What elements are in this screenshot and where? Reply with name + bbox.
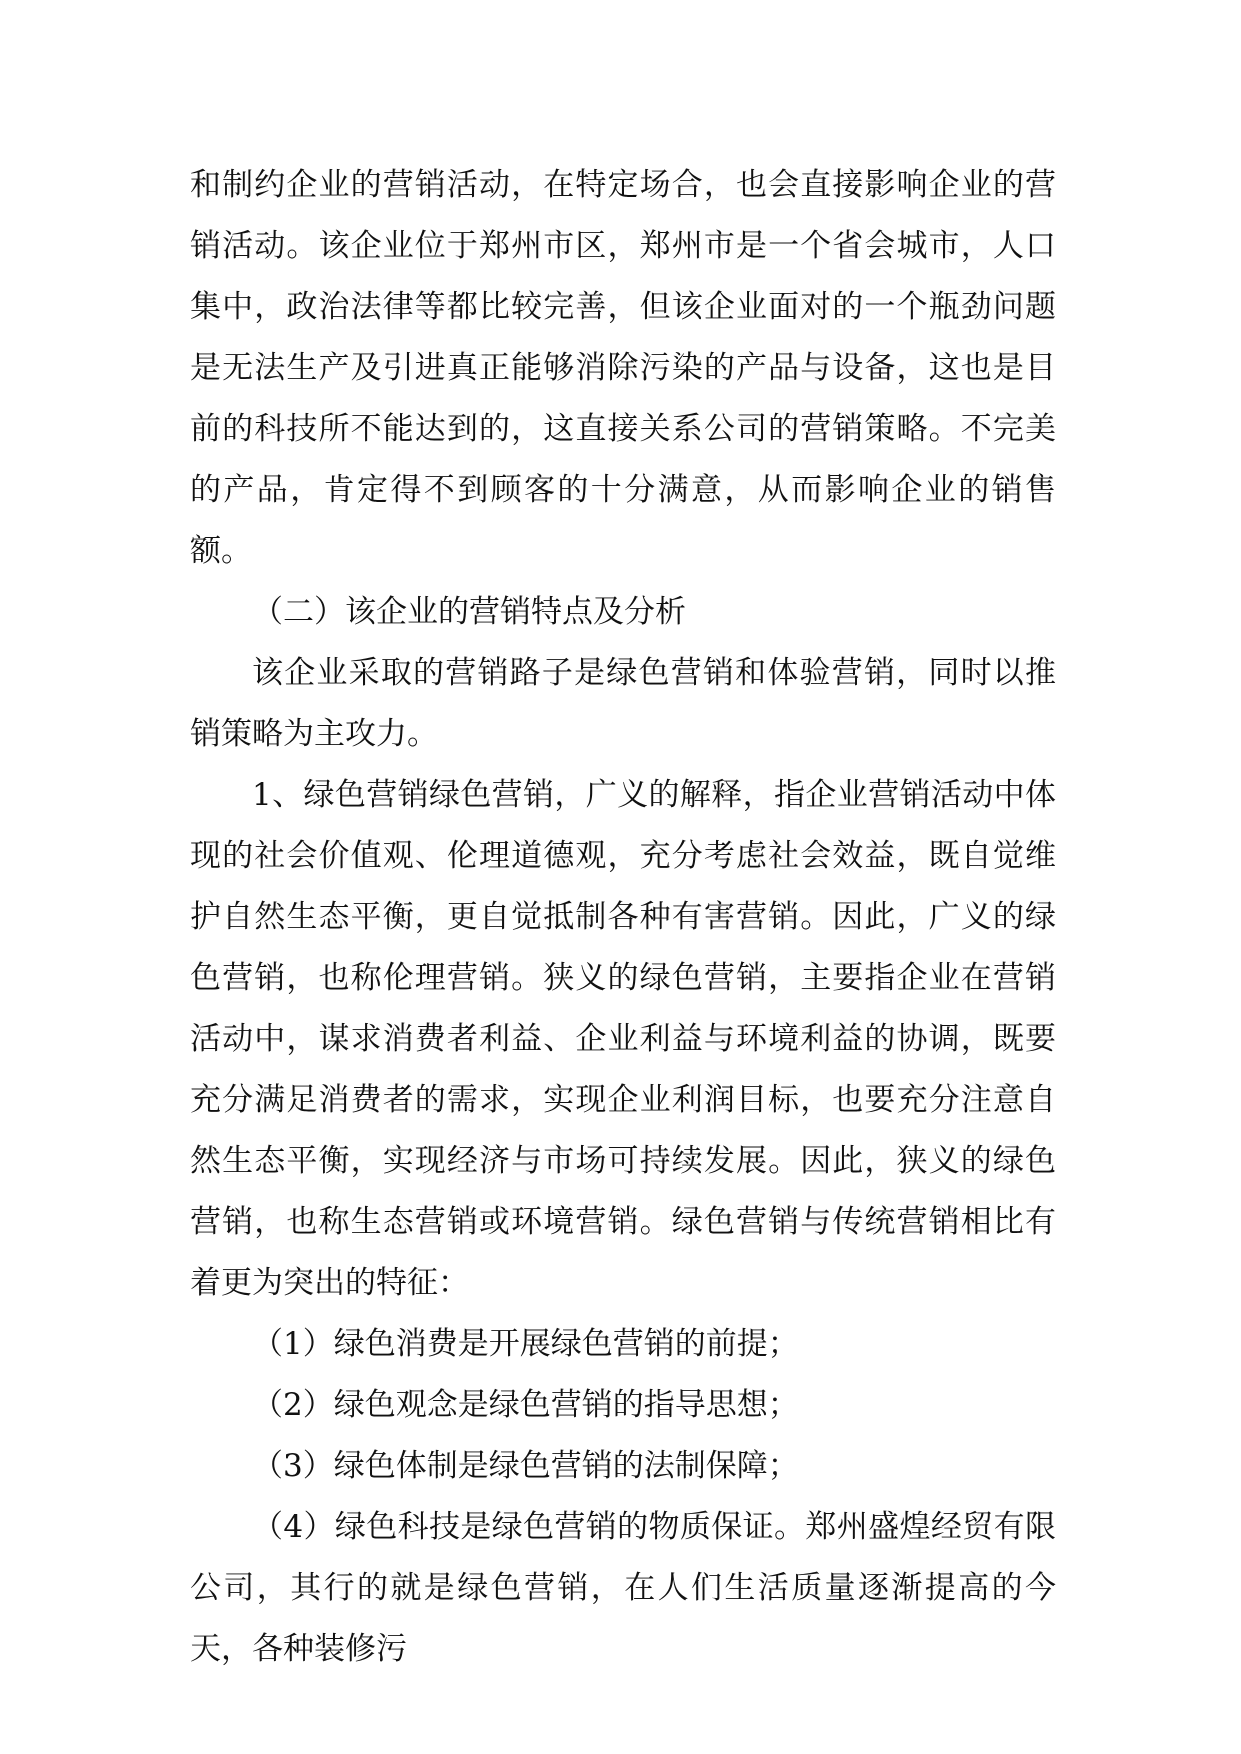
list-item-4: （4）绿色科技是绿色营销的物质保证。郑州盛煌经贸有限公司，其行的就是绿色营销，在人们生活质量逐渐提高的今天，各种装修污 (190, 1509, 1056, 1667)
list-item-3: （3）绿色体制是绿色营销的法制保障； (252, 1448, 799, 1484)
body-text (190, 155, 1056, 1680)
section-heading: （二）该企业的营销特点及分析 (252, 594, 686, 630)
paragraph-continuation: 和制约企业的营销活动，在特定场合，也会直接影响企业的营销活动。该企业位于郑州市区，郑州市是一个省会城市，人口集中，政治法律等都比较完善，但该企业面对的一个瓶劲问题是无法生产及引进真正能够消除污染的产品与设备，这也是目前的科技所不能达到的，这直接关系公司的营销策略。不完美的产品，肯定得不到顾客的十分满意，从而影响企业的销售额。 (190, 167, 1056, 569)
list-item-2: （2）绿色观念是绿色营销的指导思想； (252, 1387, 799, 1423)
list-item-1: （1）绿色消费是开展绿色营销的前提； (252, 1326, 799, 1362)
paragraph-green-marketing: 1、绿色营销绿色营销，广义的解释，指企业营销活动中体现的社会价值观、伦理道德观，充分考虑社会效益，既自觉维护自然生态平衡，更自觉抵制各种有害营销。因此，广义的绿色营销，也称伦理营销。狭义的绿色营销，主要指企业在营销活动中，谋求消费者利益、企业利益与环境利益的协调，既要充分满足消费者的需求，实现企业利润目标，也要充分注意自然生态平衡，实现经济与市场可持续发展。因此，狭义的绿色营销，也称生态营销或环境营销。绿色营销与传统营销相比有着更为突出的特征： (190, 777, 1056, 1301)
paragraph-strategy: 该企业采取的营销路子是绿色营销和体验营销，同时以推销策略为主攻力。 (190, 655, 1056, 752)
